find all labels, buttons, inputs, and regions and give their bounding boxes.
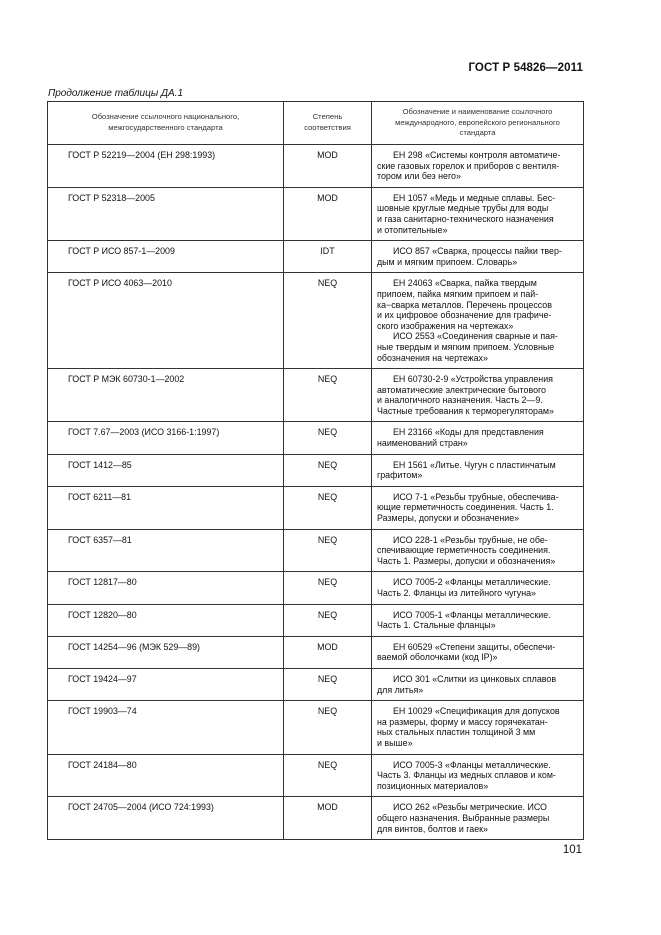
international-standard-text: ЕН 60730-2-9 «Устройства управления [393, 374, 553, 385]
degree-cell: MOD [284, 187, 372, 240]
degree-cell: MOD [284, 145, 372, 188]
international-standard-line [377, 535, 577, 546]
table-row [48, 797, 584, 840]
international-standard-cell [372, 572, 584, 604]
table-row [48, 486, 584, 529]
degree-cell: NEQ [284, 754, 372, 797]
international-standard-text: ИСО 262 «Резьбы метрические. ИСО [393, 802, 547, 813]
international-standard-cell [372, 422, 584, 454]
international-standard-text: ского изображения на чертежах» [377, 320, 514, 331]
degree-cell: MOD [284, 636, 372, 668]
international-standard-line [377, 813, 577, 824]
international-standard-cell [372, 754, 584, 797]
international-standard-line [377, 824, 577, 835]
international-standard-line [377, 802, 577, 813]
degree-cell: NEQ [284, 454, 372, 486]
international-standard-text: ИСО 301 «Слитки из цинковых сплавов [393, 673, 557, 684]
international-standard-text: графитом» [377, 470, 423, 481]
national-standard-cell: ГОСТ 6357—81 [48, 529, 284, 572]
international-standard-text: на размеры, форму и массу горячекатан- [377, 716, 548, 727]
international-standard-line [377, 513, 577, 524]
international-standard-cell [372, 369, 584, 422]
international-standard-line [377, 652, 577, 663]
international-standard-text: ЕН 1057 «Медь и медные сплавы. Бес- [393, 192, 556, 203]
table-row [48, 668, 584, 700]
international-standard-line [377, 620, 577, 631]
international-standard-cell [372, 604, 584, 636]
international-standard-line [377, 342, 577, 353]
international-standard-text: ИСО 7005-3 «Фланцы металлические. [393, 759, 551, 770]
degree-cell: NEQ [284, 369, 372, 422]
table-row [48, 145, 584, 188]
international-standard-line [377, 642, 577, 653]
international-standard-text: автоматические электрические бытового [377, 384, 546, 395]
header-international-standard: Обозначение и наименование ссылочного международного, европейского регионального стандарта [372, 102, 584, 145]
table-row [48, 572, 584, 604]
national-standard-cell: ГОСТ 6211—81 [48, 486, 284, 529]
international-standard-cell [372, 701, 584, 754]
international-standard-text: Часть 2. Фланцы из литейного чугуна» [377, 588, 536, 598]
degree-cell: NEQ [284, 701, 372, 754]
international-standard-cell [372, 529, 584, 572]
national-standard-cell: ГОСТ 19424—97 [48, 668, 284, 700]
table-caption: Продолжение таблицы ДА.1 [48, 88, 184, 99]
international-standard-line [377, 427, 577, 438]
international-standard-text: Размеры, допуски и обозначение» [377, 513, 520, 524]
degree-cell: NEQ [284, 273, 372, 369]
table-row [48, 422, 584, 454]
international-standard-line [377, 310, 577, 321]
international-standard-text: шовные круглые медные трубы для воды [377, 203, 549, 214]
national-standard-cell: ГОСТ 14254—96 (МЭК 529—89) [48, 636, 284, 668]
national-standard-cell: ГОСТ 24184—80 [48, 754, 284, 797]
international-standard-line [377, 257, 577, 268]
degree-cell: NEQ [284, 422, 372, 454]
international-standard-line [377, 460, 577, 471]
international-standard-text: и выше» [377, 737, 413, 748]
international-standard-line [377, 225, 577, 236]
international-standard-text: ИСО 228-1 «Резьбы трубные, не обе- [393, 534, 548, 545]
international-standard-line [377, 214, 577, 225]
table-body [48, 145, 584, 840]
international-standard-line [377, 727, 577, 738]
degree-cell: NEQ [284, 668, 372, 700]
international-standard-text: общего назначения. Выбранные размеры [377, 812, 550, 823]
international-standard-line [377, 470, 577, 481]
page-number: 101 [562, 844, 582, 856]
international-standard-line [377, 321, 577, 332]
table-row [48, 604, 584, 636]
national-standard-cell: ГОСТ 12817—80 [48, 572, 284, 604]
international-standard-text: для винтов, болтов и гаек» [377, 823, 488, 834]
national-standard-cell: ГОСТ 1412—85 [48, 454, 284, 486]
international-standard-text: Часть 1. Размеры, допуски и обозначения» [377, 555, 556, 566]
international-standard-text: ЕН 1561 «Литье. Чугун с пластинчатым [393, 459, 556, 470]
international-standard-line [377, 278, 577, 289]
international-standard-line [377, 385, 577, 396]
degree-cell: NEQ [284, 529, 372, 572]
document-code: ГОСТ Р 54826—2011 [468, 62, 583, 74]
international-standard-text: ные твердым и мягким припоем. Условные [377, 341, 555, 352]
international-standard-cell [372, 241, 584, 273]
degree-cell: NEQ [284, 486, 372, 529]
table-row [48, 754, 584, 797]
national-standard-cell: ГОСТ Р ИСО 857-1—2009 [48, 241, 284, 273]
header-national-standard: Обозначение ссылочного национального, межгосударственного стандарта [48, 102, 284, 145]
international-standard-line [377, 685, 577, 696]
table-row [48, 529, 584, 572]
international-standard-line [377, 289, 577, 300]
international-standard-cell [372, 486, 584, 529]
international-standard-cell [372, 797, 584, 840]
table-header-row [48, 102, 584, 145]
international-standard-line [377, 760, 577, 771]
international-standard-line [377, 406, 577, 417]
international-standard-text: наименований стран» [377, 438, 468, 449]
international-standard-line [377, 717, 577, 728]
international-standard-text: ИСО 857 «Сварка, процессы пайки твер- [393, 246, 562, 257]
international-standard-line [377, 492, 577, 503]
international-standard-line [377, 674, 577, 685]
international-standard-cell [372, 668, 584, 700]
national-standard-cell: ГОСТ Р МЭК 60730-1—2002 [48, 369, 284, 422]
table-row [48, 241, 584, 273]
international-standard-line [377, 300, 577, 311]
international-standard-text: для литья» [377, 684, 424, 695]
international-standard-text: ющие герметичность соединения. Часть 1. [377, 502, 554, 513]
table-row [48, 187, 584, 240]
table-row [48, 369, 584, 422]
international-standard-text: ЕН 60529 «Степени защиты, обеспечи- [393, 641, 556, 652]
international-standard-cell [372, 273, 584, 369]
international-standard-line [377, 588, 577, 599]
national-standard-cell: ГОСТ Р ИСО 4063—2010 [48, 273, 284, 369]
international-standard-line [377, 781, 577, 792]
national-standard-cell: ГОСТ Р 52219—2004 (ЕН 298:1993) [48, 145, 284, 188]
degree-cell: MOD [284, 797, 372, 840]
international-standard-line [377, 770, 577, 781]
international-standard-cell [372, 636, 584, 668]
international-standard-line [377, 150, 577, 161]
international-standard-line [377, 193, 577, 204]
national-standard-cell: ГОСТ Р 52318—2005 [48, 187, 284, 240]
international-standard-text: и отопительные» [377, 224, 448, 235]
table-row [48, 454, 584, 486]
international-standard-text: ваемой оболочками (код IP)» [377, 652, 498, 663]
international-standard-line [377, 331, 577, 342]
international-standard-line [377, 438, 577, 449]
international-standard-text: обозначения на чертежах» [377, 352, 488, 363]
national-standard-cell: ГОСТ 24705—2004 (ИСО 724:1993) [48, 797, 284, 840]
international-standard-line [377, 161, 577, 172]
international-standard-cell [372, 187, 584, 240]
international-standard-text: ЕН 23166 «Коды для представления [393, 427, 544, 438]
degree-cell: NEQ [284, 572, 372, 604]
international-standard-text: ИСО 7005-2 «Фланцы металлические. [393, 577, 551, 588]
international-standard-text: и аналогичного назначения. Часть 2—9. [377, 395, 543, 406]
international-standard-line [377, 577, 577, 588]
international-standard-cell [372, 454, 584, 486]
international-standard-line [377, 502, 577, 513]
international-standard-text: ИСО 7005-1 «Фланцы металлические. [393, 609, 551, 620]
international-standard-line [377, 203, 577, 214]
table-row [48, 701, 584, 754]
international-standard-text: ЕН 24063 «Сварка, пайка твердым [393, 278, 537, 289]
international-standard-line [377, 374, 577, 385]
international-standard-line [377, 610, 577, 621]
international-standard-text: ных стальных пластин толщиной 3 мм [377, 727, 536, 738]
international-standard-text: дым и мягким припоем. Словарь» [377, 256, 518, 267]
international-standard-line [377, 738, 577, 749]
international-standard-cell [372, 145, 584, 188]
table-row [48, 636, 584, 668]
international-standard-text: ИСО 2553 «Соединения сварные и пая- [393, 331, 558, 342]
international-standard-text: Часть 1. Стальные фланцы» [377, 620, 496, 631]
national-standard-cell: ГОСТ 12820—80 [48, 604, 284, 636]
international-standard-text: ЕН 10029 «Спецификация для допусков [393, 706, 560, 717]
international-standard-text: и газа санитарно-технического назначения [377, 213, 554, 224]
international-standard-line [377, 246, 577, 257]
national-standard-cell: ГОСТ 19903—74 [48, 701, 284, 754]
reference-table [47, 101, 584, 840]
international-standard-line [377, 706, 577, 717]
international-standard-line [377, 395, 577, 406]
national-standard-cell: ГОСТ 7.67—2003 (ИСО 3166-1:1997) [48, 422, 284, 454]
international-standard-text: и их цифровое обозначение для графиче- [377, 310, 552, 321]
table-row [48, 273, 584, 369]
international-standard-text: ские газовых горелок и приборов с вентиля- [377, 160, 560, 171]
international-standard-text: позиционных материалов» [377, 780, 489, 791]
international-standard-text: припоем, пайка мягким припоем и пай- [377, 288, 539, 299]
international-standard-line [377, 545, 577, 556]
header-degree: Степень соответствия [284, 102, 372, 145]
international-standard-line [377, 353, 577, 364]
international-standard-text: ка−сварка металлов. Перечень процессов [377, 299, 552, 310]
international-standard-text: тором или без него» [377, 171, 461, 182]
degree-cell: IDT [284, 241, 372, 273]
international-standard-line [377, 171, 577, 182]
degree-cell: NEQ [284, 604, 372, 636]
international-standard-text: ЕН 298 «Системы контроля автоматиче- [393, 150, 561, 160]
international-standard-text: Часть 3. Фланцы из медных сплавов и ком- [377, 770, 556, 781]
international-standard-text: Частные требования к терморегуляторам» [377, 405, 554, 416]
international-standard-text: ИСО 7-1 «Резьбы трубные, обеспечива- [393, 491, 559, 502]
international-standard-line [377, 556, 577, 567]
international-standard-text: спечивающие герметичность соединения. [377, 545, 551, 556]
